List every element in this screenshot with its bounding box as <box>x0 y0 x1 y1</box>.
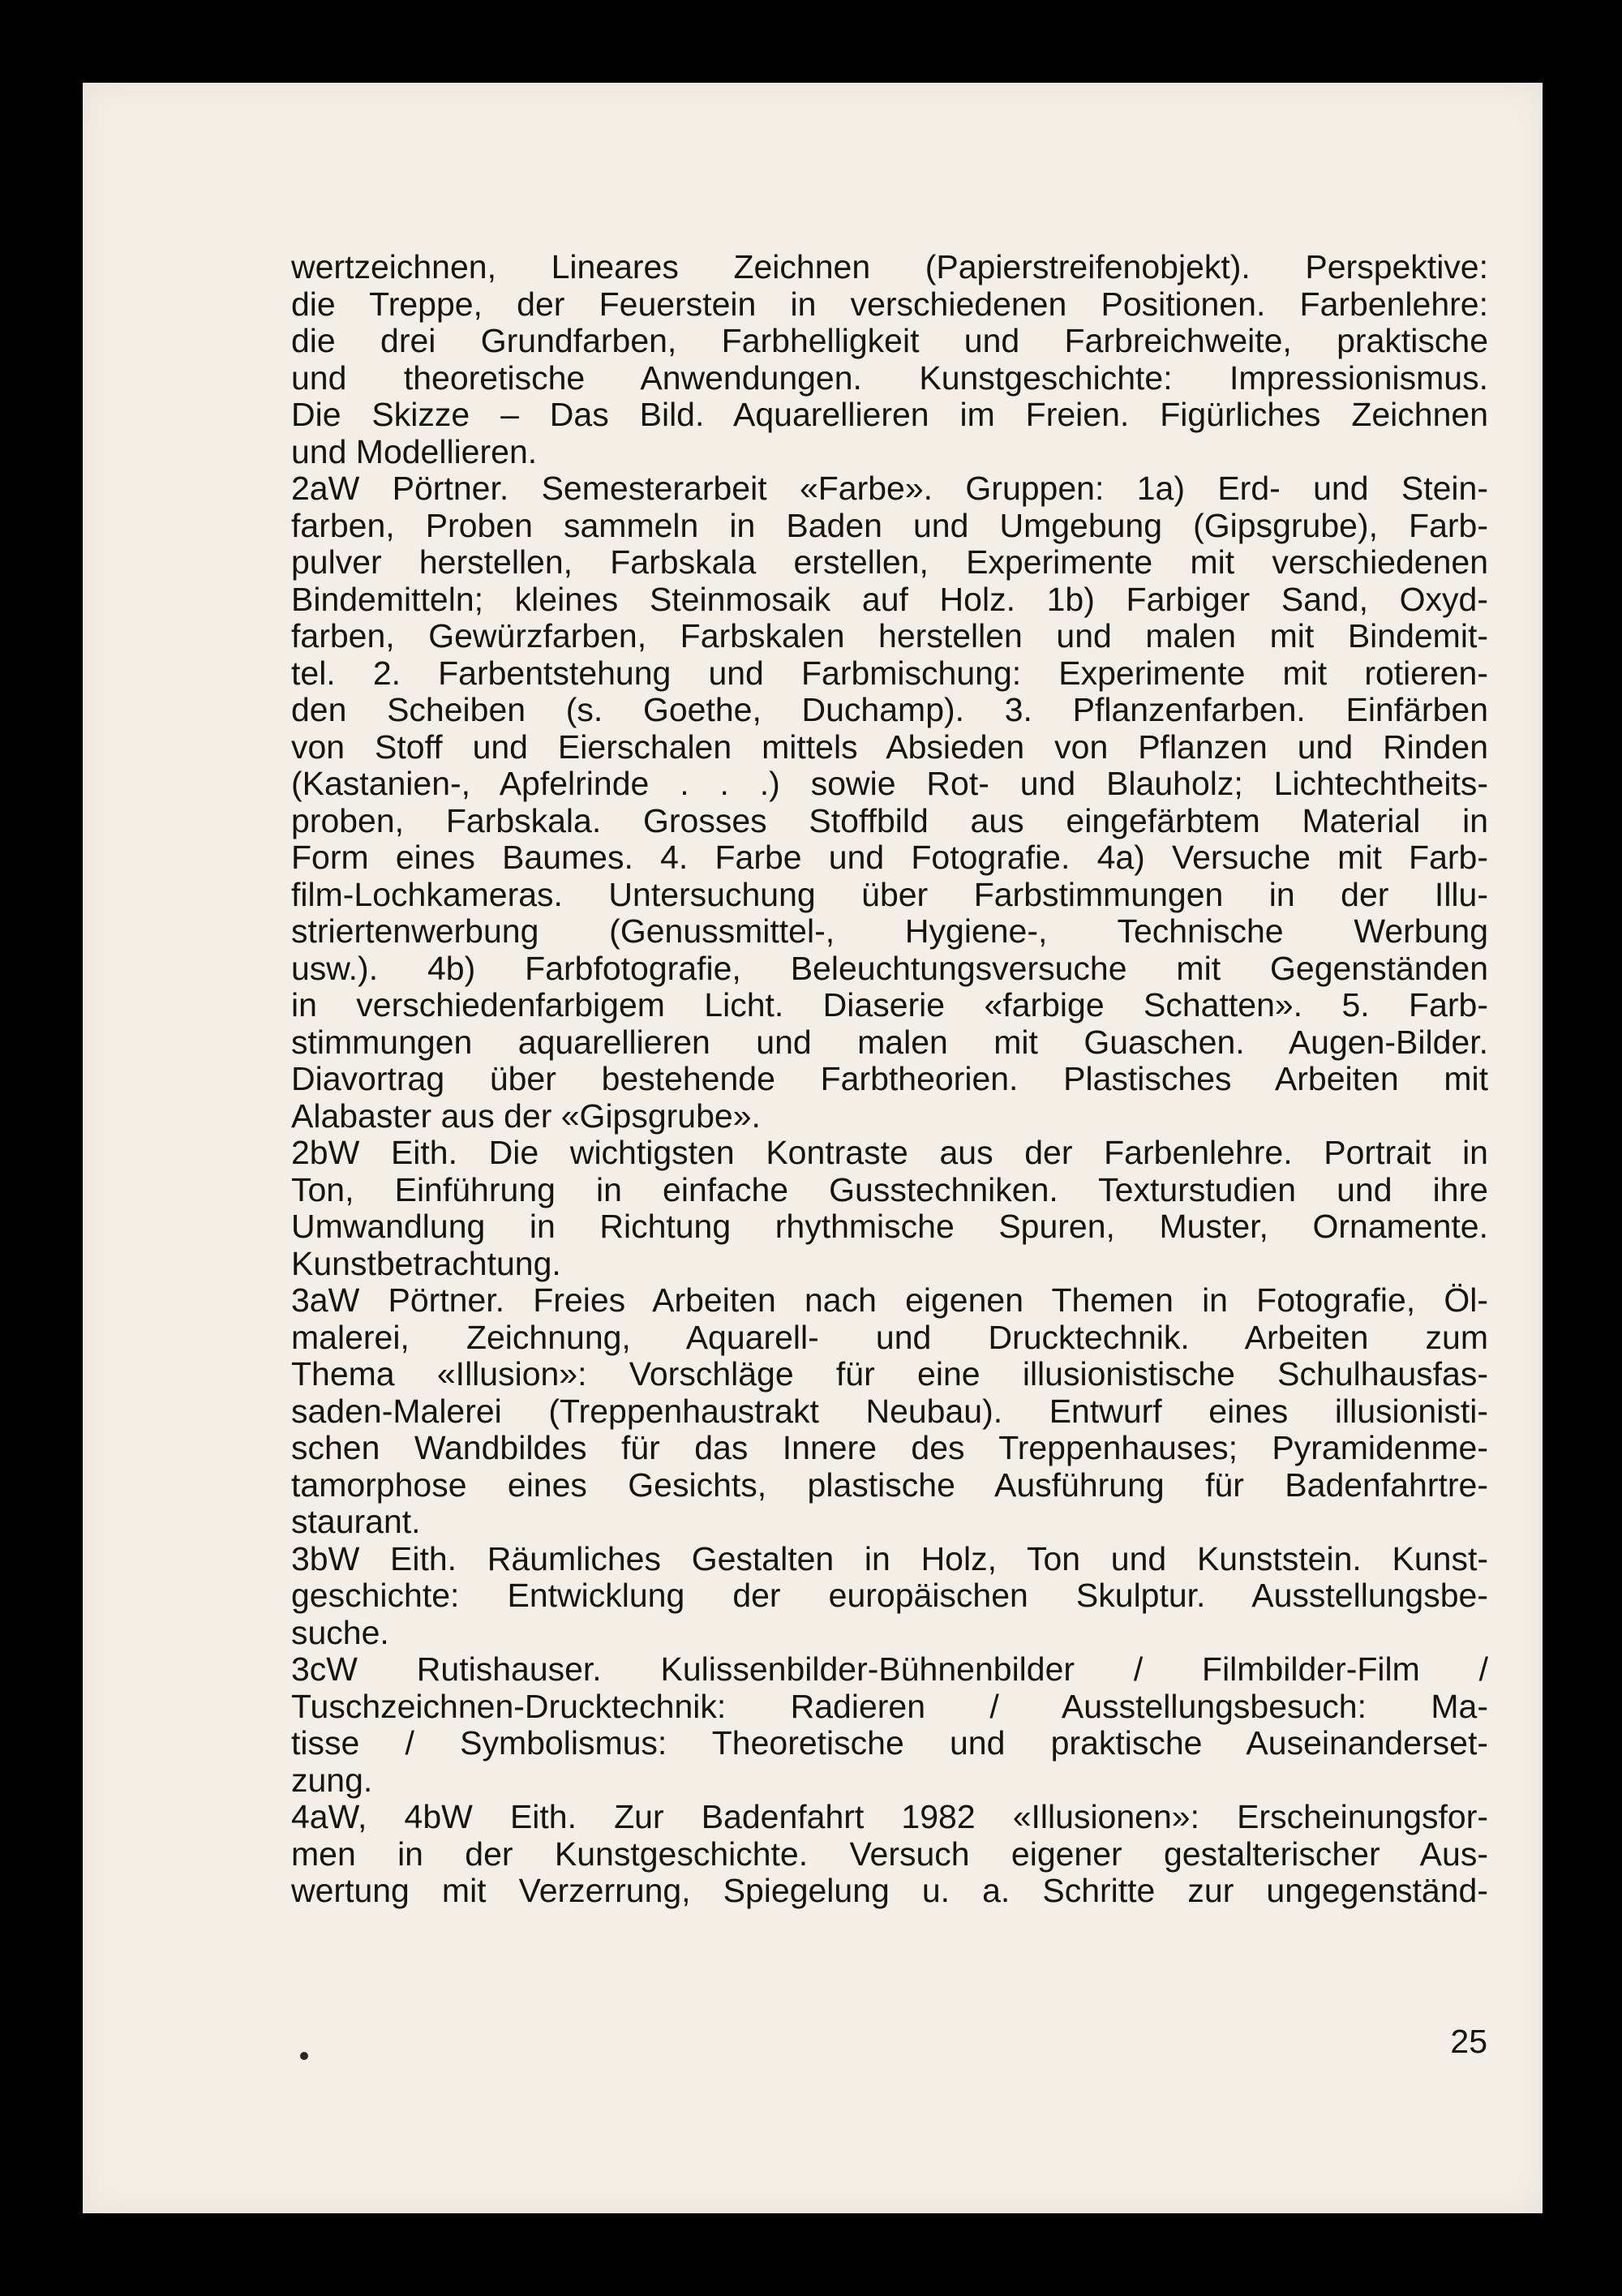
text-line: den Scheiben (s. Goethe, Duchamp). 3. Pflanzenfarben. Einfärben <box>291 691 1488 728</box>
text-line: film-Lochkameras. Untersuchung über Farbstimmungen in der Illu- <box>291 875 1488 913</box>
text-line: striertenwerbung (Genussmittel-, Hygiene-, Technische Werbung <box>291 912 1488 950</box>
text-line: Ton, Einführung in einfache Gusstechniken. Texturstudien und ihre <box>291 1170 1488 1208</box>
text-line: wertung mit Verzerrung, Spiegelung u. a. Schritte zur ungegenständ- <box>291 1872 1488 1909</box>
text-line: und theoretische Anwendungen. Kunstgeschichte: Impressionismus. <box>291 358 1488 397</box>
text-line: wertzeichnen, Lineares Zeichnen (Papierstreifenobjekt). Perspektive: <box>291 248 1488 285</box>
text-line: usw.). 4b) Farbfotografie, Beleuchtungsversuche mit Gegenständen <box>291 949 1488 987</box>
text-line: Kunstbetrachtung. <box>291 1244 561 1282</box>
text-line: farben, Proben sammeln in Baden und Umgebung (Gipsgrube), Farb- <box>291 506 1488 544</box>
text-line: Diavortrag über bestehende Farbtheorien. Plastisches Arbeiten mit <box>291 1060 1488 1097</box>
text-line: tel. 2. Farbentstehung und Farbmischung: Experimente mit rotieren- <box>291 654 1488 692</box>
text-line: Die Skizze – Das Bild. Aquarellieren im Freien. Figürliches Zeichnen <box>291 396 1488 433</box>
text-line: Form eines Baumes. 4. Farbe und Fotografie. 4a) Versuche mit Farb- <box>291 839 1488 876</box>
text-line: 4aW, 4bW Eith. Zur Badenfahrt 1982 «Illusionen»: Erscheinungsfor- <box>291 1798 1488 1835</box>
text-line: staurant. <box>291 1503 421 1540</box>
text-line: von Stoff und Eierschalen mittels Absieden von Pflanzen und Rinden <box>291 727 1488 766</box>
text-line: schen Wandbildes für das Innere des Treppenhauses; Pyramidenme- <box>291 1429 1488 1466</box>
text-line: zung. <box>291 1761 373 1799</box>
text-line: 3cW Rutishauser. Kulissenbilder-Bühnenbilder / Filmbilder-Film / <box>291 1650 1488 1688</box>
text-line: geschichte: Entwicklung der europäischen Skulptur. Ausstellungsbe- <box>291 1577 1488 1614</box>
text-line: (Kastanien-, Apfelrinde . . .) sowie Rot- und Blauholz; Lichtechtheits- <box>291 765 1488 802</box>
text-line: tisse / Symbolismus: Theoretische und praktische Auseinanderset- <box>291 1724 1488 1762</box>
document-page <box>83 83 1543 2213</box>
text-line: Umwandlung in Richtung rhythmische Spuren, Muster, Ornamente. <box>291 1208 1488 1245</box>
text-line: farben, Gewürzfarben, Farbskalen herstellen und malen mit Bindemit- <box>291 617 1488 654</box>
body-text <box>291 249 1488 1910</box>
text-line: pulver herstellen, Farbskala erstellen, Experimente mit verschiedenen <box>291 543 1488 581</box>
text-line: und Modellieren. <box>291 432 538 470</box>
text-line: suche. <box>291 1613 389 1651</box>
text-line: die Treppe, der Feuerstein in verschiedenen Positionen. Farbenlehre: <box>291 285 1488 323</box>
text-line: proben, Farbskala. Grosses Stoffbild aus eingefärbtem Material in <box>291 801 1488 839</box>
text-line: saden-Malerei (Treppenhaustrakt Neubau). Entwurf eines illusionisti- <box>291 1392 1488 1430</box>
text-line: stimmungen aquarellieren und malen mit Guaschen. Augen-Bilder. <box>291 1023 1488 1061</box>
text-line: malerei, Zeichnung, Aquarell- und Drucktechnik. Arbeiten zum <box>291 1318 1488 1356</box>
text-line: in verschiedenfarbigem Licht. Diaserie «farbige Schatten». 5. Farb- <box>291 986 1488 1024</box>
text-line: Alabaster aus der «Gipsgrube». <box>291 1097 761 1135</box>
text-line: 3bW Eith. Räumliches Gestalten in Holz, Ton und Kunststein. Kunst- <box>291 1539 1488 1577</box>
text-line: tamorphose eines Gesichts, plastische Ausführung für Badenfahrtre- <box>291 1466 1488 1504</box>
text-line: Bindemitteln; kleines Steinmosaik auf Holz. 1b) Farbiger Sand, Oxyd- <box>291 580 1488 618</box>
text-line: 3aW Pörtner. Freies Arbeiten nach eigenen Themen in Fotografie, Öl- <box>291 1281 1488 1319</box>
text-line: 2bW Eith. Die wichtigsten Kontraste aus der Farbenlehre. Portrait in <box>291 1134 1488 1171</box>
text-line: men in der Kunstgeschichte. Versuch eigener gestalterischer Aus- <box>291 1835 1488 1873</box>
text-line: die drei Grundfarben, Farbhelligkeit und Farbreichweite, praktische <box>291 322 1488 359</box>
page-number: 25 <box>1450 2023 1487 2060</box>
text-line: Thema «Illusion»: Vorschläge für eine illusionistische Schulhausfas- <box>291 1355 1488 1393</box>
speck-mark <box>300 2052 308 2060</box>
text-line: Tuschzeichnen-Drucktechnik: Radieren / Ausstellungsbesuch: Ma- <box>291 1687 1488 1725</box>
text-line: 2aW Pörtner. Semesterarbeit «Farbe». Gruppen: 1a) Erd- und Stein- <box>291 470 1488 507</box>
